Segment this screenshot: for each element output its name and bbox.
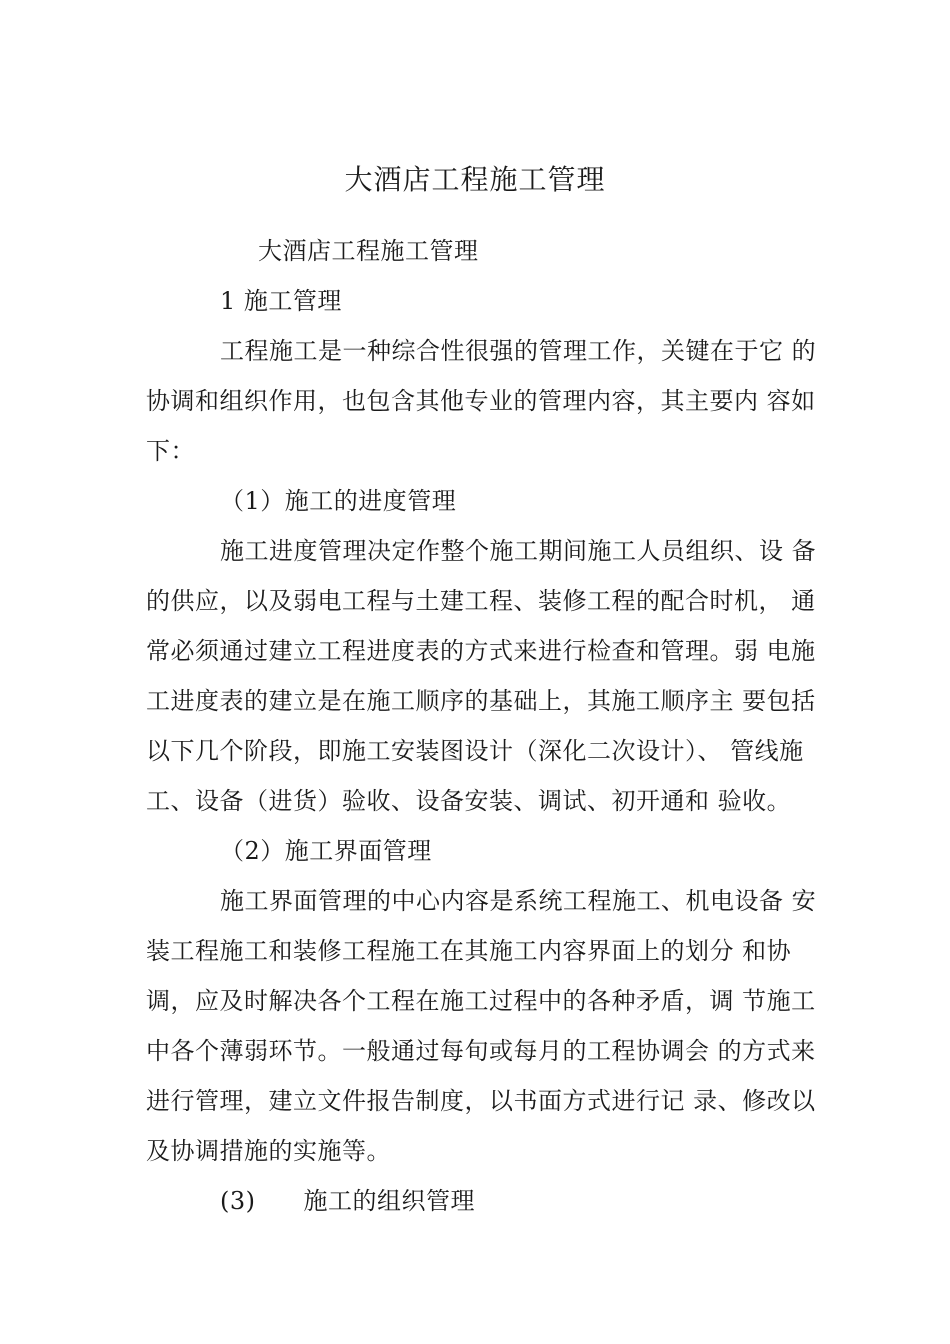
sub1-line-1: 施工进度管理决定作整个施工期间施工人员组织、设 备 bbox=[220, 537, 817, 565]
subsection-heading-2: （2）施工界面管理 bbox=[220, 837, 432, 865]
section-heading-1: 1 施工管理 bbox=[220, 287, 342, 315]
sub1-line-6: 工、设备（进货）验收、设备安装、调试、初开通和 验收。 bbox=[146, 787, 792, 815]
subsection-3-number: (3) bbox=[220, 1187, 256, 1215]
sub1-line-3: 常必须通过建立工程进度表的方式来进行检查和管理。弱 电施 bbox=[146, 637, 816, 665]
document-subtitle: 大酒店工程施工管理 bbox=[258, 237, 479, 265]
sub1-line-5: 以下几个阶段，即施工安装图设计（深化二次设计）、 管线施 bbox=[146, 737, 804, 765]
sub2-line-4: 中各个薄弱环节。一般通过每旬或每月的工程协调会 的方式来 bbox=[146, 1037, 816, 1065]
sub1-line-4: 工进度表的建立是在施工顺序的基础上，其施工顺序主 要包括 bbox=[146, 687, 816, 715]
subsection-3-text: 施工的组织管理 bbox=[303, 1187, 475, 1215]
subsection-heading-1: （1）施工的进度管理 bbox=[220, 487, 457, 515]
sub1-line-2: 的供应，以及弱电工程与土建工程、装修工程的配合时机， 通 bbox=[146, 587, 816, 615]
page-title: 大酒店工程施工管理 bbox=[344, 163, 606, 196]
intro-line-2: 协调和组织作用，也包含其他专业的管理内容，其主要内 容如 bbox=[146, 387, 816, 415]
intro-line-1: 工程施工是一种综合性很强的管理工作，关键在于它 的 bbox=[220, 337, 817, 365]
sub2-line-6: 及协调措施的实施等。 bbox=[146, 1137, 391, 1165]
sub2-line-2: 装工程施工和装修工程施工在其施工内容界面上的划分 和协 bbox=[146, 937, 792, 965]
sub2-line-3: 调，应及时解决各个工程在施工过程中的各种矛盾，调 节施工 bbox=[146, 987, 816, 1015]
sub2-line-1: 施工界面管理的中心内容是系统工程施工、机电设备 安 bbox=[220, 887, 817, 915]
sub2-line-5: 进行管理，建立文件报告制度，以书面方式进行记 录、修改以 bbox=[146, 1087, 816, 1115]
intro-line-3: 下： bbox=[146, 437, 195, 465]
subsection-heading-3 bbox=[220, 1184, 910, 1218]
